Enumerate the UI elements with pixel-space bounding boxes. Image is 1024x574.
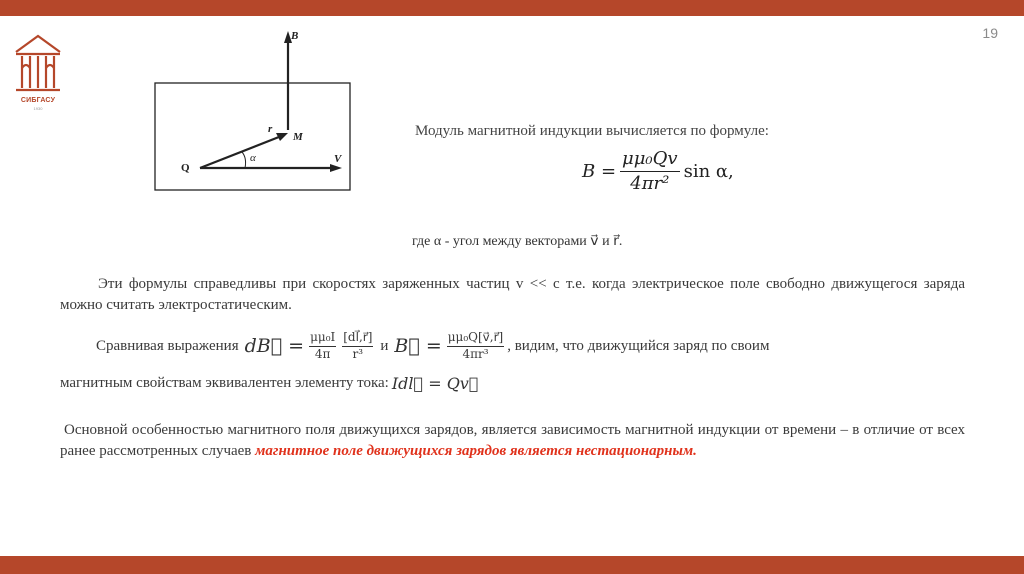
label-alpha: α — [250, 152, 256, 164]
formula-fraction — [620, 148, 680, 195]
formula-denominator: 4πr² — [630, 172, 670, 194]
vector-r-line — [200, 135, 284, 168]
formula-rhs: sin α, — [683, 160, 734, 182]
p2-frac3-den: 4πr³ — [462, 346, 489, 361]
paragraph-3 — [60, 420, 965, 462]
label-M: M — [293, 131, 303, 143]
angle-arc — [242, 152, 246, 168]
formula-numerator: μμ₀Qv — [620, 148, 680, 172]
p2-dB: dB⃗ = — [244, 335, 305, 358]
formula-lhs: B = — [582, 160, 617, 182]
vector-V-arrowhead — [330, 164, 342, 172]
formula-intro-text: Модуль магнитной индукции вычисляется по формуле: — [415, 123, 769, 139]
where-text: где α - угол между векторами v⃗ и r⃗. — [412, 234, 623, 249]
p2-frac1-den: 4π — [314, 346, 331, 361]
label-V: V — [334, 153, 342, 165]
label-B: B — [291, 30, 299, 42]
label-r: r — [268, 123, 273, 135]
paragraph-1: Эти формулы справедливы при скоростях заряженных частиц v << c т.е. когда электрическое поле свободно движущегося заряда можно считать электростатическим. — [60, 276, 965, 313]
p2-frac2 — [342, 330, 373, 362]
paragraph-2-line-2 — [60, 374, 481, 393]
p2-frac2-den: r³ — [352, 346, 364, 361]
p2-equiv: Idl⃗ = Qv⃗ — [391, 374, 479, 393]
p2-tail: , видим, что движущийся заряд по своим — [507, 337, 770, 354]
logo-subcaption: 1930 — [33, 106, 43, 111]
top-accent-bar — [0, 0, 1024, 16]
paragraph-2-line-1 — [96, 330, 966, 362]
logo-caption: СИБГАСУ — [20, 97, 56, 104]
p2-frac3 — [447, 330, 504, 362]
main-formula — [582, 148, 734, 195]
p2-frac3-num: μμ₀Q[v⃗,r⃗] — [447, 330, 504, 347]
p2-frac2-num: [dl⃗,r⃗] — [342, 330, 373, 347]
p2-intro: Сравнивая выражения — [96, 337, 239, 354]
label-Q: Q — [181, 162, 190, 174]
p2-line2: магнитным свойствам эквивалентен элементу тока: — [60, 375, 389, 391]
p3-highlight: магнитное поле движущихся зарядов является нестационарным. — [255, 443, 697, 459]
p2-and: и — [380, 337, 389, 354]
bottom-accent-bar — [0, 556, 1024, 574]
p2-frac1 — [309, 330, 336, 362]
p3-normal: Основной особенностью магнитного поля движущихся зарядов, является зависимость магнитной индукции от времени – в отличие от всех ранее рассмотренных случаев — [60, 422, 965, 459]
vector-diagram — [150, 25, 360, 195]
p2-B: B⃗ = — [394, 335, 442, 358]
page-number: 19 — [982, 25, 998, 41]
p2-frac1-num: μμ₀I — [309, 330, 336, 347]
